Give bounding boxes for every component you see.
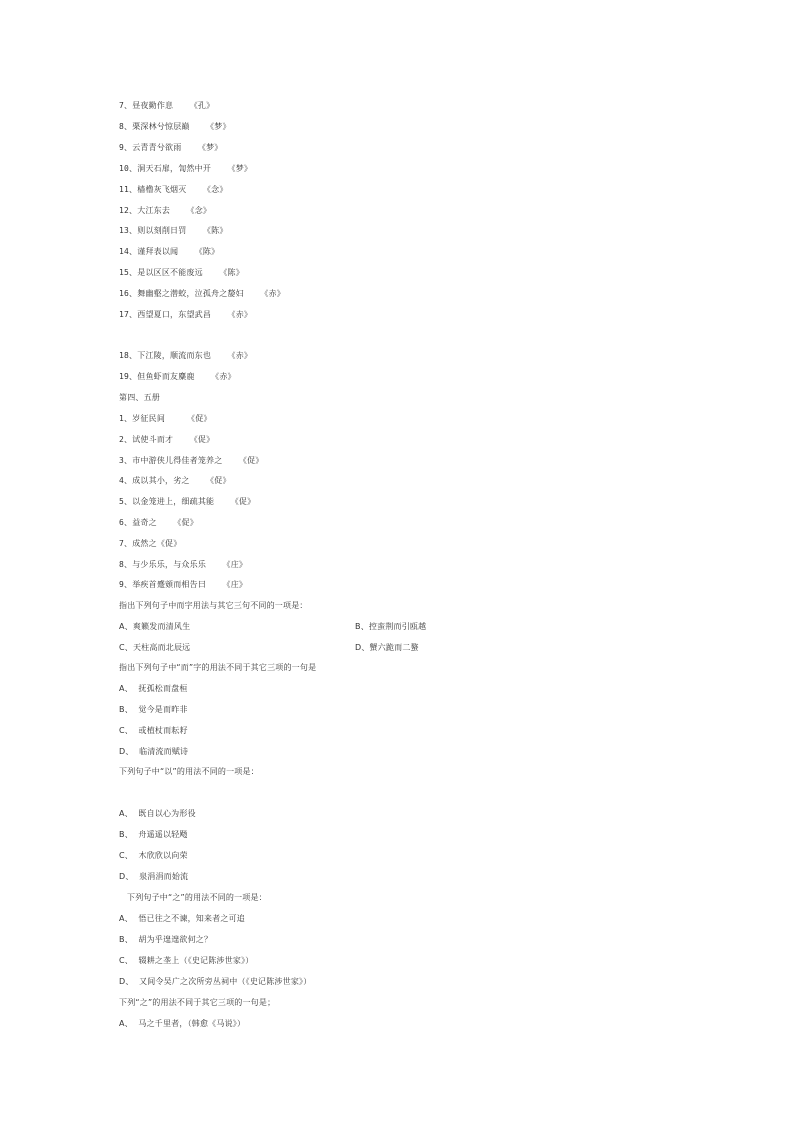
question-option: A、 既自以心为形役	[119, 809, 196, 818]
question-option: D、 又间令吴广之次所旁丛祠中（《史记陈涉世家》）	[119, 977, 312, 986]
option-a: A、爽籁发而清风生	[119, 622, 191, 631]
list-item: 7、成然之《促》	[119, 539, 182, 548]
list-item: 16、舞幽壑之潜蛟，泣孤舟之嫠妇 《赤》	[119, 289, 285, 298]
question-option: A、 抚孤松而盘桓	[119, 684, 188, 693]
question-option: B、 胡为乎遑遑欲何之？	[119, 935, 213, 944]
list-item: 12、大江东去 《念》	[119, 206, 212, 215]
question-option: C、 辍耕之垄上（《史记陈涉世家》）	[119, 956, 254, 965]
list-item: 14、谨拜表以闻 《陈》	[119, 247, 220, 256]
list-item: 8、栗深林兮惊层巅 《梦》	[119, 122, 231, 131]
list-item: 9、云青青兮欲雨 《梦》	[119, 143, 223, 152]
list-item: 6、益奇之 《促》	[119, 518, 198, 527]
question-option: D、 临清流而赋诗	[119, 747, 189, 756]
section-title: 第四、五册	[119, 393, 160, 402]
question-prompt: 下列句子中“之”的用法不同的一项是：	[127, 893, 267, 902]
option-d: D、蟹六跪而二螯	[355, 643, 419, 652]
list-item: 19、但鱼虾而友麋鹿 《赤》	[119, 372, 236, 381]
list-item: 17、西望夏口，东望武昌 《赤》	[119, 310, 253, 319]
question-option: B、 舟遥遥以轻飏	[119, 830, 188, 839]
question-prompt: 下列句子中“以”的用法不同的一项是：	[119, 767, 259, 776]
list-item: 11、樯橹灰飞烟灭 《念》	[119, 185, 228, 194]
question-option: D、 泉涓涓而始流	[119, 872, 189, 881]
question-option-row	[119, 643, 419, 653]
question-option: C、 或植杖而耘耔	[119, 726, 188, 735]
list-item: 15、是以区区不能废远 《陈》	[119, 268, 244, 277]
question-prompt: 指出下列句子中“而”字的用法不同于其它三项的一句是	[119, 663, 317, 672]
list-item: 1、岁征民间 《促》	[119, 414, 212, 423]
list-item: 4、成以其小，劣之 《促》	[119, 476, 231, 485]
question-prompt: 指出下列句子中而字用法与其它三句不同的一项是：	[119, 601, 308, 610]
option-c: C、天柱高而北辰远	[119, 643, 191, 652]
list-item: 5、以金笼进上，细疏其能 《促》	[119, 497, 256, 506]
question-option: B、 觉今是而昨非	[119, 705, 188, 714]
list-item: 13、则以刻削日罚 《陈》	[119, 226, 228, 235]
option-b: B、控蛮荆而引瓯越	[355, 622, 427, 631]
question-option: C、 木欣欣以向荣	[119, 851, 188, 860]
list-item: 3、市中游侠儿得佳者笼养之 《促》	[119, 456, 264, 465]
list-item: 9、举疾首蹙頞而相告曰 《庄》	[119, 580, 248, 589]
list-item: 7、昼夜勤作息 《孔》	[119, 101, 215, 110]
list-item: 18、下江陵，顺流而东也 《赤》	[119, 351, 253, 360]
list-item: 10、洞天石扉，訇然中开 《梦》	[119, 164, 253, 173]
question-prompt: 下列“之”的用法不同于其它三项的一句是；	[119, 998, 276, 1007]
question-option: A、 马之千里者，（韩愈《马说》）	[119, 1019, 246, 1028]
question-option: A、 悟已往之不谏，知来者之可追	[119, 914, 245, 923]
question-option-row	[119, 622, 427, 632]
list-item: 2、试使斗而才 《促》	[119, 435, 215, 444]
list-item: 8、与少乐乐，与众乐乐 《庄》	[119, 560, 248, 569]
